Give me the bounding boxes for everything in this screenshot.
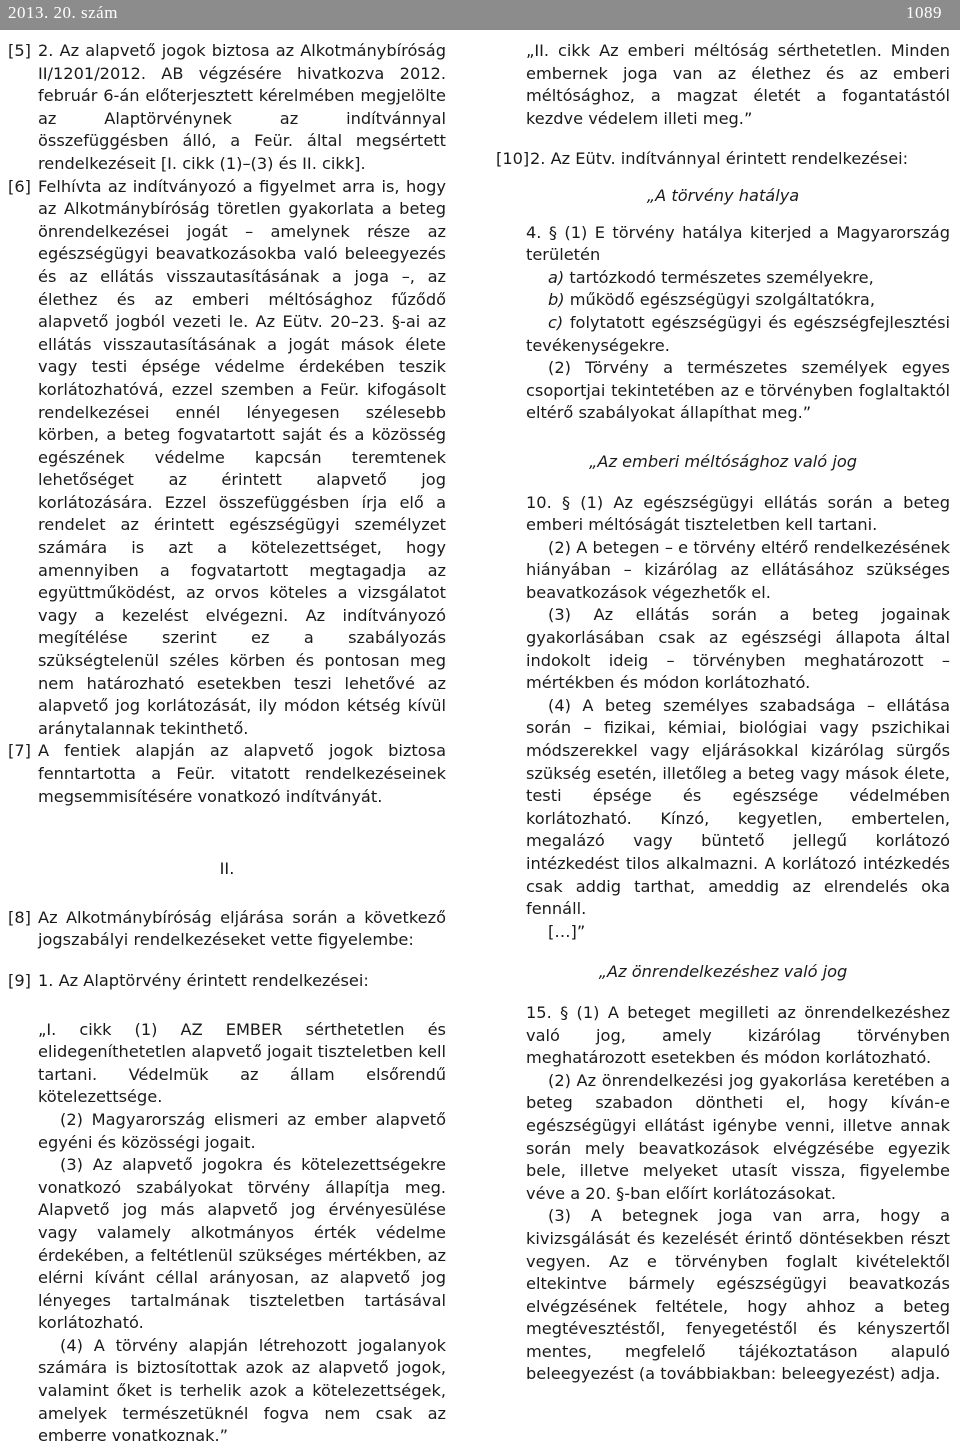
section-4-item-b [496,289,950,312]
list-item-text: működő egészségügyi szolgáltatókra, [569,290,875,310]
paragraph-8 [8,907,446,952]
paragraph-number: [7] [8,741,31,761]
section-15-3: (3) A betegnek joga van arra, hogy a kivizsgálását és kezelését érintő döntésekben részt vegyen. Az e törvényben foglalt kivételektől eltekintve bármely egészségügyi beavatkozás elvégzésének feltétele, hogy ahhoz a beteg megtévesztéstől, fenyegetéstől és kényszertől mentes, megfelelő tájékoztatáson alapuló beleegyezést (a továbbiakban: beleegyezést) adja. [526,1206,950,1384]
paragraph-text: Az Alkotmánybíróság eljárása során a következő jogszabályi rendelkezéseket vette figyelembe: [38,907,446,950]
paragraph-10 [496,148,950,171]
issue-label: 2013. 20. szám [8,3,118,22]
paragraph-6 [8,176,446,741]
paragraph-5 [8,40,446,176]
paragraph-text: 1. Az Alaptörvény érintett rendelkezései: [38,970,369,990]
paragraph-9 [8,970,446,993]
left-column [8,40,446,1448]
section-15-2: (2) Az önrendelkezési jog gyakorlása keretében a beteg szabadon döntheti el, hogy kíván-e egészségügyi ellátást igénybe venni, illetve annak során mely beavatkozások elvégzésébe egyezik bele, illetve melyeket utasít vissza, figyelembe véve a 20. §-ban előírt korlátozásokat. [526,1070,950,1203]
paragraph-number: [10] [496,149,530,169]
paragraph-number: [8] [8,907,31,927]
paragraph-7 [8,740,446,808]
subheading-dignity: „Az emberi méltósághoz való jog [589,451,857,471]
quote-article-1-1: „I. cikk (1) AZ EMBER sérthetetlen és elidegeníthetetlen alapvető jogait tiszteletben kell tartani. Védelmük az állam elsőrendű kötelezettsége. [38,1019,446,1107]
paragraph-text: 2. Az Eütv. indítvánnyal érintett rendelkezései: [530,149,909,169]
section-15-1: 15. § (1) A beteget megilleti az önrendelkezéshez való jog, amely kizárólag törvényben meghatározott esetekben és módon korlátozható. [526,1002,950,1068]
section-4-2: (2) Törvény a természetes személyek egyes csoportjai tekintetében az e törvényben foglaltaktól eltérő szabályokat állapíthat meg.” [526,358,950,423]
paragraph-text: 2. Az alapvető jogok biztosa az Alkotmánybíróság II/1201/2012. AB végzésére hivatkozva 2012. február 6-án előterjesztett kérelmében megjelölte az Alaptörvénynek az indítvánnyal összefüggésben álló, a Feür. által megsértett rendelkezéseit [I. cikk (1)–(3) és II. cikk]. [38,41,446,173]
list-item-label: b) [548,290,565,310]
subheading-scope: „A törvény hatálya [646,185,800,205]
section-10-2: (2) A betegen – e törvény eltérő rendelkezésének hiányában – kizárólag az ellátásához szükséges beavatkozások végezhetők el. [526,537,950,602]
list-item-label: a) [548,267,565,287]
page-header [0,0,960,30]
section-10-1: 10. § (1) Az egészségügyi ellátás során a beteg emberi méltóságát tiszteletben kell tartani. [526,492,950,535]
subheading-self-determination: „Az önrendelkezéshez való jog [598,962,848,982]
paragraph-number: [9] [8,970,31,990]
list-item-label: c) [548,312,564,332]
paragraph-text: A fentiek alapján az alapvető jogok biztosa fenntartotta a Feür. vitatott rendelkezéseinek megsemmisítésére vonatkozó indítványát. [38,741,446,806]
paragraph-number: [5] [8,41,31,60]
quote-article-1-3: (3) Az alapvető jogokra és kötelezettségekre vonatkozó szabályokat törvény állapítja meg. Alapvető jog más alapvető jog érvényesülése vagy valamely alkotmányos érték védelme érdekében, a feltétlenül szükséges mértékben, az elérni kívánt céllal arányosan, az alapvető jog lényeges tartalmának tiszteletben tartásával korlátozható. [38,1155,446,1333]
section-heading: II. [219,859,235,879]
quote-article-1-2: (2) Magyarország elismeri az ember alapvető egyéni és közösségi jogait. [38,1109,446,1152]
list-item-text: tartózkodó természetes személyekre, [569,267,874,287]
section-10-4: (4) A beteg személyes szabadsága – ellátása során – fizikai, kémiai, biológiai vagy pszichikai módszerekkel vagy eljárásokkal kizárólag sürgős szükség esetén, illetőleg a beteg vagy mások élete, testi épsége és egészsége védelmében korlátozható. Kínzó, kegyetlen, embertelen, megalázó vagy büntető jellegű korlátozó intézkedést tilos alkalmazni. A korlátozó intézkedés csak addig tarthat, ameddig az elrendelés oka fennáll. [526,695,950,919]
section-4-item-a [496,267,950,290]
quote-article-1-4: (4) A törvény alapján létrehozott jogalanyok számára is biztosítottak azok az alapvető jogok, valamint őket is terhelik azok a kötelezettségek, amelyek természetüknél fogva nem csak az emberre vonatkoznak.” [38,1335,446,1446]
list-item-text: folytatott egészségügyi és egészségfejlesztési tevékenységekre. [526,312,950,355]
paragraph-text: Felhívta az indítványozó a figyelmet arra is, hogy az Alkotmánybíróság töretlen gyakorlata a beteg önrendelkezései jogát – amelynek része az egészségügyi beavatkozásokba való beleegyezés és az ellátás visszautasításának a joga –, az élethez és az emberi méltósághoz fűződő alapvető jogból vezeti le. Az Eütv. 20–23. §-ai az ellátás visszautasításának a jogát mások élete vagy testi épsége védelme érdekében teszik korlátozhatóvá, ezzel szemben a Feür. kifogásolt rendelkezései ennél lényegesen szélesebb körben, a beteg fogvatartott saját és a közösség egészének védelme kapcsán teremtenek lehetőséget az érintett alapvető jog korlátozására. Ezzel összefüggésben írja elő a rendelet az érintett egészségügyi személyzet számára is azt a kötelezettséget, hogy amennyiben a fogvatartott megtagadja az együttműködést, az orvos köteles a vizsgálatot vagy a kezelést elvégezni. Az indítványozó megítélése szerint ez a szabályozás szükségtelenül széles körben és pontosan meg nem határozható esetekben teszi lehetővé az alapvető jog korlátozását, ily módon kétség kívül aránytalannak tekinthető. [38,176,446,738]
page-number: 1089 [906,3,942,22]
paragraph-number: [6] [8,176,31,196]
section-10-3: (3) Az ellátás során a beteg jogainak gyakorlásában csak az egészségi állapota által indokolt ideig – törvényben meghatározott – mértékben és módon korlátozható. [526,605,950,693]
section-4-item-c [496,312,950,357]
section-4-1: 4. § (1) E törvény hatálya kiterjed a Magyarország területén [526,222,950,265]
ellipsis: […]” [548,921,586,941]
right-column [496,40,950,1386]
quote-article-2: „II. cikk Az emberi méltóság sérthetetlen. Minden embernek joga van az élethez és az emberi méltósághoz, a magzat életét a fogantatástól kezdve védelem illeti meg.” [526,41,950,128]
